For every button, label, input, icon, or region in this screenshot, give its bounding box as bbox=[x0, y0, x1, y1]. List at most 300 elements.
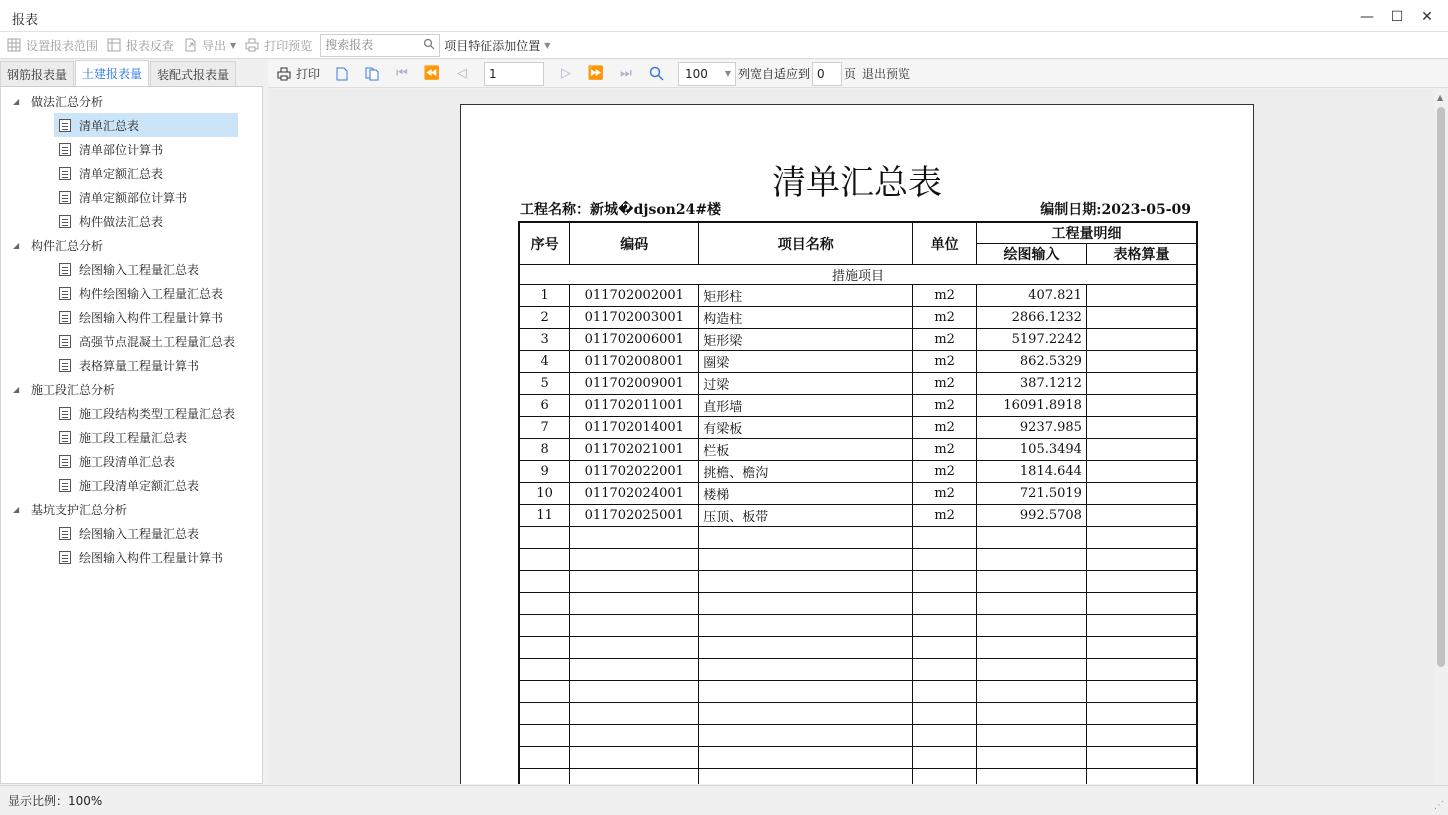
empty-cell bbox=[977, 549, 1087, 571]
cell-seq: 2 bbox=[519, 307, 570, 329]
empty-cell bbox=[1086, 615, 1197, 637]
empty-cell bbox=[699, 593, 913, 615]
cell-name: 矩形梁 bbox=[699, 329, 913, 351]
tab-label: 钢筋报表量 bbox=[7, 67, 68, 82]
cell-seq: 6 bbox=[519, 395, 570, 417]
cell-seq: 10 bbox=[519, 483, 570, 505]
column-fit-input[interactable] bbox=[812, 62, 842, 86]
next-ten-button[interactable] bbox=[588, 66, 604, 82]
empty-cell bbox=[570, 703, 699, 725]
empty-row bbox=[519, 769, 1197, 785]
empty-cell bbox=[570, 769, 699, 785]
header-code: 编码 bbox=[570, 222, 699, 265]
table-row bbox=[519, 505, 1197, 527]
document-icon bbox=[59, 455, 71, 468]
last-page-button[interactable] bbox=[618, 66, 634, 82]
viewer-toolbar bbox=[268, 60, 1448, 88]
cell-code: 011702011001 bbox=[570, 395, 699, 417]
empty-cell bbox=[519, 593, 570, 615]
tree-item[interactable] bbox=[1, 281, 262, 305]
window-title: 报表 bbox=[12, 13, 39, 28]
fast-forward-icon: ⏩ bbox=[587, 66, 605, 81]
cell-form-calc bbox=[1086, 461, 1197, 483]
chevron-down-icon: ▼ bbox=[724, 69, 732, 78]
cell-drawing-input: 9237.985 bbox=[977, 417, 1087, 439]
tree-item[interactable] bbox=[1, 449, 262, 473]
tree-item[interactable] bbox=[1, 137, 262, 161]
empty-cell bbox=[519, 527, 570, 549]
scroll-up-icon[interactable]: ▲ bbox=[1437, 93, 1444, 102]
page-unit-label: 页 bbox=[844, 67, 857, 81]
tree-group-component-summary bbox=[1, 233, 262, 377]
empty-cell bbox=[570, 571, 699, 593]
empty-cell bbox=[913, 681, 977, 703]
table-row bbox=[519, 351, 1197, 373]
empty-cell bbox=[1086, 527, 1197, 549]
empty-cell bbox=[977, 527, 1087, 549]
tree-group-head[interactable] bbox=[1, 497, 262, 521]
tab-rebar-report[interactable] bbox=[0, 61, 74, 86]
cell-code: 011702006001 bbox=[570, 329, 699, 351]
tree-group-label: 做法汇总分析 bbox=[31, 94, 104, 109]
empty-cell bbox=[699, 747, 913, 769]
empty-cell bbox=[699, 769, 913, 785]
find-button[interactable] bbox=[648, 66, 664, 82]
chevron-down-icon: ▼ bbox=[544, 40, 551, 50]
empty-cell bbox=[1086, 593, 1197, 615]
tree-item-label: 清单定额部位计算书 bbox=[79, 190, 188, 205]
table-row bbox=[519, 329, 1197, 351]
cell-unit: m2 bbox=[913, 351, 977, 373]
empty-cell bbox=[699, 571, 913, 593]
table-row bbox=[519, 395, 1197, 417]
header-drawing-input: 绘图输入 bbox=[977, 244, 1087, 265]
empty-cell bbox=[699, 681, 913, 703]
cell-drawing-input: 2866.1232 bbox=[977, 307, 1087, 329]
report-table bbox=[518, 221, 1198, 784]
rewind-icon: ⏪ bbox=[423, 66, 441, 81]
empty-cell bbox=[913, 659, 977, 681]
tree-group-label: 构件汇总分析 bbox=[31, 238, 104, 253]
cell-name: 直形墙 bbox=[699, 395, 913, 417]
tree-item-label: 表格算量工程量计算书 bbox=[79, 358, 200, 373]
empty-cell bbox=[913, 593, 977, 615]
set-range-button[interactable] bbox=[6, 37, 98, 54]
page-setup-button[interactable] bbox=[334, 66, 350, 82]
page-number-value: 1 bbox=[489, 66, 497, 81]
empty-cell bbox=[1086, 769, 1197, 785]
empty-cell bbox=[519, 747, 570, 769]
document-icon bbox=[59, 191, 71, 204]
empty-cell bbox=[519, 549, 570, 571]
header-name: 项目名称 bbox=[699, 222, 913, 265]
cell-code: 011702024001 bbox=[570, 483, 699, 505]
cell-form-calc bbox=[1086, 307, 1197, 329]
tree-item-label: 施工段清单定额汇总表 bbox=[79, 478, 200, 493]
empty-cell bbox=[977, 769, 1087, 785]
empty-cell bbox=[977, 593, 1087, 615]
empty-cell bbox=[699, 703, 913, 725]
compile-date: 编制日期:2023-05-09 bbox=[1040, 202, 1191, 218]
cell-form-calc bbox=[1086, 395, 1197, 417]
cell-code: 011702009001 bbox=[570, 373, 699, 395]
empty-cell bbox=[913, 527, 977, 549]
document-icon bbox=[59, 215, 71, 228]
column-fit-label: 列宽自适应到 bbox=[738, 67, 811, 81]
tree-item[interactable] bbox=[1, 161, 262, 185]
empty-cell bbox=[519, 637, 570, 659]
empty-cell bbox=[570, 549, 699, 571]
empty-cell bbox=[519, 681, 570, 703]
export-label: 导出 bbox=[202, 38, 227, 53]
tab-label: 装配式报表量 bbox=[157, 67, 230, 82]
tree-item[interactable] bbox=[1, 305, 262, 329]
cell-name: 圈梁 bbox=[699, 351, 913, 373]
empty-row bbox=[519, 725, 1197, 747]
header-form-calc: 表格算量 bbox=[1086, 244, 1197, 265]
report-tabs bbox=[0, 60, 263, 86]
page-icon bbox=[334, 66, 350, 82]
section-label: 措施项目 bbox=[519, 265, 1197, 285]
empty-cell bbox=[913, 637, 977, 659]
cell-drawing-input: 1814.644 bbox=[977, 461, 1087, 483]
window-controls bbox=[1352, 6, 1442, 28]
cell-seq: 9 bbox=[519, 461, 570, 483]
prev-page-button[interactable] bbox=[454, 66, 470, 82]
export-button[interactable] bbox=[182, 37, 236, 54]
tree-item[interactable] bbox=[1, 329, 262, 353]
empty-cell bbox=[699, 637, 913, 659]
tree-item-label: 构件绘图输入工程量汇总表 bbox=[79, 286, 224, 301]
empty-cell bbox=[519, 725, 570, 747]
exit-preview-button[interactable]: 退出预览 bbox=[862, 67, 911, 81]
grid-icon bbox=[6, 37, 22, 53]
cell-form-calc bbox=[1086, 417, 1197, 439]
expand-triangle-icon[interactable]: ◢ bbox=[13, 240, 20, 250]
expand-triangle-icon[interactable]: ◢ bbox=[13, 384, 20, 394]
empty-row bbox=[519, 571, 1197, 593]
tree-item[interactable] bbox=[1, 209, 262, 233]
empty-cell bbox=[570, 527, 699, 549]
tree-group-head[interactable] bbox=[1, 377, 262, 401]
table-search-icon bbox=[106, 37, 122, 53]
tree-group-label: 基坑支护汇总分析 bbox=[31, 502, 128, 517]
cell-drawing-input: 992.5708 bbox=[977, 505, 1087, 527]
tree-item[interactable] bbox=[1, 353, 262, 377]
document-icon bbox=[59, 551, 71, 564]
cell-name: 构造柱 bbox=[699, 307, 913, 329]
next-page-button[interactable] bbox=[558, 66, 574, 82]
reverse-check-label: 报表反查 bbox=[126, 38, 175, 53]
empty-cell bbox=[570, 681, 699, 703]
empty-cell bbox=[977, 725, 1087, 747]
empty-cell bbox=[1086, 549, 1197, 571]
cell-drawing-input: 5197.2242 bbox=[977, 329, 1087, 351]
document-icon bbox=[59, 143, 71, 156]
chevron-left-icon: ◁ bbox=[457, 66, 468, 81]
document-icon bbox=[59, 407, 71, 420]
cell-unit: m2 bbox=[913, 483, 977, 505]
tree-item-label: 高强节点混凝土工程量汇总表 bbox=[79, 334, 236, 349]
empty-cell bbox=[977, 571, 1087, 593]
cell-drawing-input: 105.3494 bbox=[977, 439, 1087, 461]
cell-name: 压顶、板带 bbox=[699, 505, 913, 527]
table-row bbox=[519, 439, 1197, 461]
empty-cell bbox=[977, 615, 1087, 637]
cell-code: 011702022001 bbox=[570, 461, 699, 483]
empty-cell bbox=[570, 747, 699, 769]
tree-group-head[interactable] bbox=[1, 233, 262, 257]
empty-cell bbox=[1086, 747, 1197, 769]
reverse-check-button[interactable] bbox=[106, 37, 174, 54]
document-icon bbox=[59, 119, 71, 132]
empty-row bbox=[519, 747, 1197, 769]
vertical-scrollbar[interactable] bbox=[1434, 89, 1448, 784]
tree-item-label: 绘图输入构件工程量计算书 bbox=[79, 310, 224, 325]
table-row bbox=[519, 285, 1197, 307]
print-preview-button[interactable] bbox=[244, 37, 312, 54]
cell-unit: m2 bbox=[913, 373, 977, 395]
empty-cell bbox=[913, 615, 977, 637]
last-page-icon: ⏭ bbox=[620, 66, 632, 81]
document-icon bbox=[59, 335, 71, 348]
cell-seq: 11 bbox=[519, 505, 570, 527]
tree-group-stage-summary bbox=[1, 377, 262, 497]
empty-cell bbox=[1086, 637, 1197, 659]
document-icon bbox=[59, 359, 71, 372]
maximize-icon[interactable]: ☐ bbox=[1390, 9, 1404, 25]
empty-cell bbox=[977, 681, 1087, 703]
tree-item[interactable] bbox=[1, 473, 262, 497]
tab-civil-report[interactable] bbox=[75, 60, 149, 86]
zoom-ratio-label: 显示比例：100% bbox=[8, 794, 103, 808]
cell-code: 011702021001 bbox=[570, 439, 699, 461]
tree-item-label: 施工段工程量汇总表 bbox=[79, 430, 188, 445]
cell-seq: 5 bbox=[519, 373, 570, 395]
empty-cell bbox=[699, 659, 913, 681]
cell-code: 011702025001 bbox=[570, 505, 699, 527]
empty-row bbox=[519, 527, 1197, 549]
tab-label: 土建报表量 bbox=[82, 67, 143, 81]
print-label: 打印 bbox=[296, 67, 321, 81]
tree-item[interactable] bbox=[1, 257, 262, 281]
empty-cell bbox=[699, 549, 913, 571]
main-toolbar bbox=[0, 32, 1448, 59]
tree-item-label: 施工段结构类型工程量汇总表 bbox=[79, 406, 236, 421]
tree-group-pit-support-summary bbox=[1, 497, 262, 569]
cell-form-calc bbox=[1086, 329, 1197, 351]
cell-name: 有梁板 bbox=[699, 417, 913, 439]
first-page-button[interactable] bbox=[394, 66, 410, 82]
tree-group-label: 施工段汇总分析 bbox=[31, 382, 116, 397]
chevron-right-icon: ▷ bbox=[561, 66, 572, 81]
cell-name: 矩形柱 bbox=[699, 285, 913, 307]
cell-form-calc bbox=[1086, 285, 1197, 307]
report-preview-area bbox=[268, 89, 1434, 784]
cell-name: 栏板 bbox=[699, 439, 913, 461]
cell-drawing-input: 387.1212 bbox=[977, 373, 1087, 395]
scrollbar-thumb[interactable] bbox=[1437, 107, 1445, 667]
tree-item-label: 清单汇总表 bbox=[79, 118, 140, 133]
empty-cell bbox=[977, 747, 1087, 769]
empty-cell bbox=[913, 769, 977, 785]
tree-item[interactable] bbox=[1, 425, 262, 449]
tree-item-label: 构件做法汇总表 bbox=[79, 214, 164, 229]
empty-row bbox=[519, 615, 1197, 637]
tree-item-label: 清单部位计算书 bbox=[79, 142, 164, 157]
document-icon bbox=[59, 431, 71, 444]
minimize-icon[interactable]: — bbox=[1360, 9, 1374, 25]
zoom-select[interactable] bbox=[678, 62, 736, 86]
table-row bbox=[519, 373, 1197, 395]
table-row bbox=[519, 417, 1197, 439]
report-title: 清单汇总表 bbox=[772, 163, 942, 203]
empty-cell bbox=[519, 703, 570, 725]
empty-cell bbox=[519, 615, 570, 637]
empty-cell bbox=[570, 659, 699, 681]
cell-code: 011702002001 bbox=[570, 285, 699, 307]
cell-form-calc bbox=[1086, 351, 1197, 373]
column-fit-value: 0 bbox=[817, 66, 825, 81]
document-icon bbox=[59, 311, 71, 324]
cell-seq: 4 bbox=[519, 351, 570, 373]
expand-triangle-icon[interactable]: ◢ bbox=[13, 96, 20, 106]
empty-row bbox=[519, 593, 1197, 615]
tree-item[interactable] bbox=[1, 185, 262, 209]
cell-drawing-input: 862.5329 bbox=[977, 351, 1087, 373]
project-name: 工程名称：新城�djson24#楼 bbox=[520, 202, 722, 218]
page-number-input[interactable] bbox=[484, 62, 544, 86]
empty-cell bbox=[913, 703, 977, 725]
empty-cell bbox=[699, 615, 913, 637]
report-table-body bbox=[519, 265, 1197, 785]
feature-position-label: 项目特征添加位置 bbox=[444, 38, 541, 53]
cell-drawing-input: 721.5019 bbox=[977, 483, 1087, 505]
cell-unit: m2 bbox=[913, 439, 977, 461]
document-icon bbox=[59, 479, 71, 492]
empty-cell bbox=[519, 571, 570, 593]
empty-cell bbox=[570, 725, 699, 747]
cell-form-calc bbox=[1086, 483, 1197, 505]
tree-item[interactable] bbox=[1, 521, 262, 545]
title-bar bbox=[0, 0, 1448, 32]
expand-triangle-icon[interactable]: ◢ bbox=[13, 504, 20, 514]
cell-name: 过梁 bbox=[699, 373, 913, 395]
empty-cell bbox=[913, 571, 977, 593]
search-icon bbox=[648, 66, 664, 82]
empty-row bbox=[519, 659, 1197, 681]
cell-unit: m2 bbox=[913, 285, 977, 307]
report-page bbox=[460, 104, 1254, 784]
empty-cell bbox=[977, 703, 1087, 725]
cell-code: 011702014001 bbox=[570, 417, 699, 439]
cell-unit: m2 bbox=[913, 307, 977, 329]
cell-seq: 3 bbox=[519, 329, 570, 351]
cell-drawing-input: 407.821 bbox=[977, 285, 1087, 307]
cell-code: 011702003001 bbox=[570, 307, 699, 329]
search-icon[interactable] bbox=[423, 38, 435, 53]
report-search-input[interactable] bbox=[325, 38, 417, 52]
cell-seq: 7 bbox=[519, 417, 570, 439]
empty-cell bbox=[913, 747, 977, 769]
table-row bbox=[519, 483, 1197, 505]
cell-form-calc bbox=[1086, 439, 1197, 461]
cell-drawing-input: 16091.8918 bbox=[977, 395, 1087, 417]
tree-group-head[interactable] bbox=[1, 89, 262, 113]
empty-row bbox=[519, 703, 1197, 725]
cell-unit: m2 bbox=[913, 417, 977, 439]
close-icon[interactable]: ✕ bbox=[1421, 9, 1433, 25]
empty-cell bbox=[913, 549, 977, 571]
tree-item[interactable] bbox=[1, 113, 262, 137]
tree-item-label: 清单定额汇总表 bbox=[79, 166, 164, 181]
empty-cell bbox=[519, 769, 570, 785]
cell-unit: m2 bbox=[913, 395, 977, 417]
tree-item-label: 绘图输入构件工程量计算书 bbox=[79, 550, 224, 565]
tree-item[interactable] bbox=[1, 401, 262, 425]
empty-cell bbox=[519, 659, 570, 681]
tree-item-label: 绘图输入工程量汇总表 bbox=[79, 262, 200, 277]
printer-icon bbox=[244, 37, 260, 53]
set-range-label: 设置报表范围 bbox=[26, 38, 99, 53]
printer-icon bbox=[276, 66, 292, 82]
empty-cell bbox=[570, 637, 699, 659]
empty-row bbox=[519, 549, 1197, 571]
chevron-down-icon: ▼ bbox=[230, 40, 237, 50]
cell-unit: m2 bbox=[913, 461, 977, 483]
print-preview-label: 打印预览 bbox=[264, 38, 313, 53]
report-search-box bbox=[320, 34, 440, 57]
tree-item[interactable] bbox=[1, 545, 262, 569]
cell-seq: 1 bbox=[519, 285, 570, 307]
document-icon bbox=[59, 527, 71, 540]
zoom-value: 100 bbox=[685, 66, 708, 81]
prev-ten-button[interactable] bbox=[424, 66, 440, 82]
feature-position-dropdown[interactable] bbox=[444, 37, 550, 54]
tab-prefab-report[interactable] bbox=[150, 61, 236, 86]
empty-cell bbox=[1086, 703, 1197, 725]
cell-seq: 8 bbox=[519, 439, 570, 461]
cell-form-calc bbox=[1086, 505, 1197, 527]
table-row bbox=[519, 307, 1197, 329]
empty-cell bbox=[913, 725, 977, 747]
empty-cell bbox=[1086, 571, 1197, 593]
document-icon bbox=[59, 263, 71, 276]
tree-item-label: 绘图输入工程量汇总表 bbox=[79, 526, 200, 541]
multi-page-button[interactable] bbox=[364, 66, 380, 82]
empty-row bbox=[519, 681, 1197, 703]
empty-cell bbox=[570, 593, 699, 615]
export-icon bbox=[182, 37, 198, 53]
empty-cell bbox=[570, 615, 699, 637]
tree-group-method-summary bbox=[1, 89, 262, 233]
header-unit: 单位 bbox=[913, 222, 977, 265]
status-bar bbox=[0, 785, 1448, 815]
cell-unit: m2 bbox=[913, 329, 977, 351]
section-row bbox=[519, 265, 1197, 285]
cell-form-calc bbox=[1086, 373, 1197, 395]
empty-cell bbox=[977, 637, 1087, 659]
cell-code: 011702008001 bbox=[570, 351, 699, 373]
header-seq: 序号 bbox=[519, 222, 570, 265]
cell-unit: m2 bbox=[913, 505, 977, 527]
empty-cell bbox=[699, 725, 913, 747]
empty-row bbox=[519, 637, 1197, 659]
resize-grip-icon[interactable]: ⋰ bbox=[1434, 800, 1444, 811]
document-icon bbox=[59, 287, 71, 300]
print-button[interactable] bbox=[276, 65, 320, 82]
cell-name: 楼梯 bbox=[699, 483, 913, 505]
